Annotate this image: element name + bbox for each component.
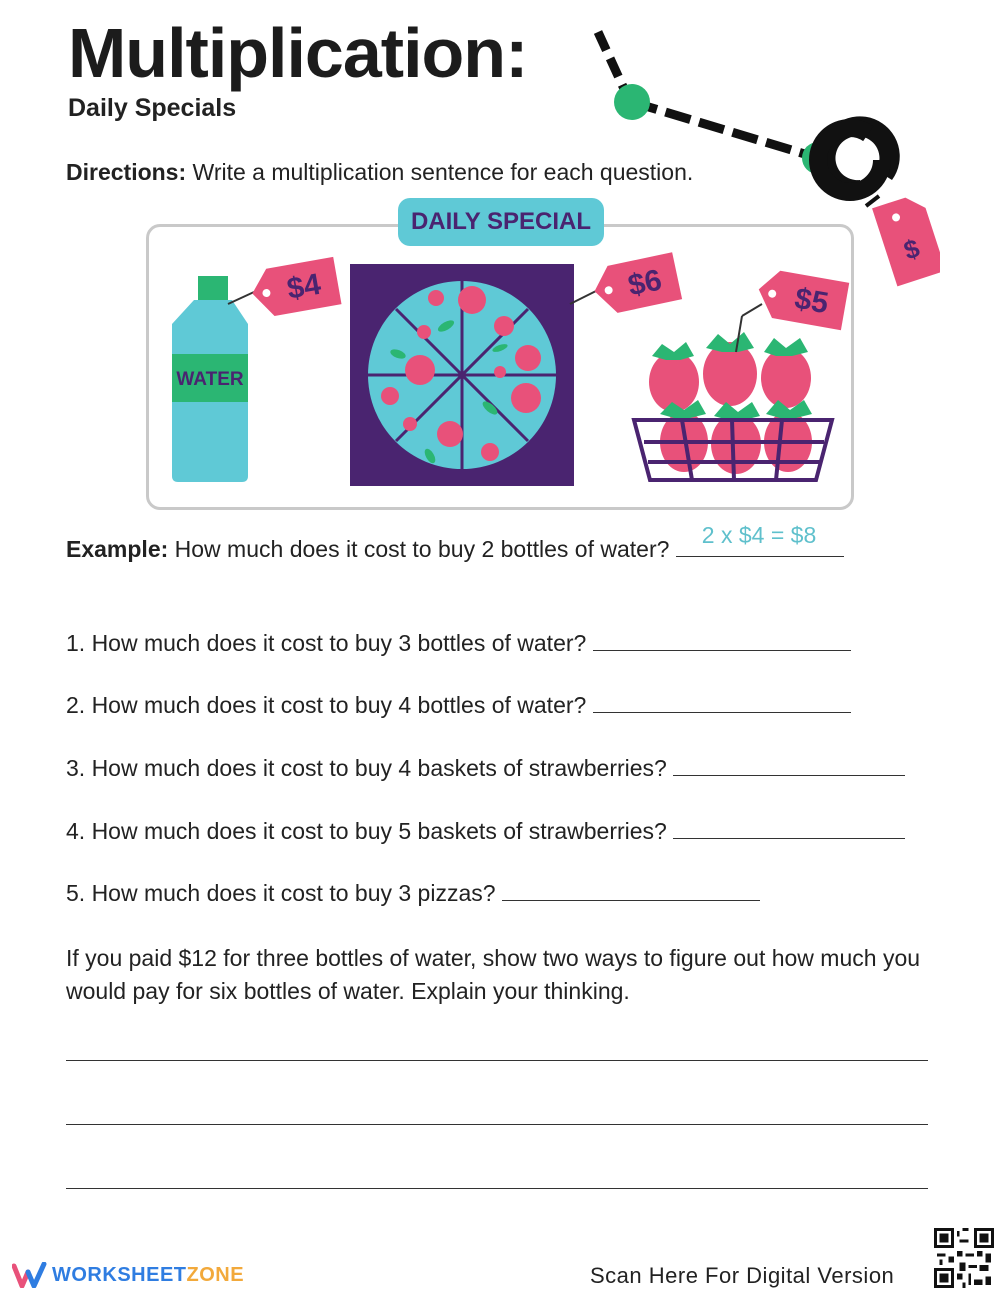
logo-text-accent: ZONE: [186, 1263, 245, 1286]
worksheet-zone-logo: [12, 1260, 244, 1290]
logo-w-icon: [12, 1262, 48, 1288]
price-tag-water: [220, 250, 350, 330]
answer-blank-5[interactable]: [502, 880, 760, 901]
question-1: [66, 630, 851, 657]
price-strawberries: $5: [792, 282, 831, 321]
qr-code-icon[interactable]: [934, 1228, 994, 1288]
scan-instruction: Scan Here For Digital Version: [590, 1263, 895, 1288]
question-2: [66, 692, 851, 719]
writing-line-3[interactable]: [66, 1188, 928, 1189]
pizza-illustration: [350, 264, 574, 486]
question-3-text: 3. How much does it cost to buy 4 baskets of strawberries?: [66, 755, 674, 781]
daily-special-banner: DAILY SPECIAL: [398, 198, 604, 246]
directions-text: Write a multiplication sentence for each question.: [186, 159, 694, 185]
question-5-text: 5. How much does it cost to buy 3 pizzas?: [66, 880, 502, 906]
page-title: Multiplication:: [68, 14, 528, 92]
answer-blank-1[interactable]: [593, 630, 851, 651]
logo-text-main: WORKSHEET: [52, 1263, 187, 1286]
example-answer: 2 x $4 = $8: [701, 522, 817, 548]
logo-text: [52, 1264, 244, 1287]
writing-line-1[interactable]: [66, 1060, 928, 1061]
price-pizza: $6: [625, 263, 665, 303]
question-4: [66, 818, 905, 845]
writing-line-2[interactable]: [66, 1124, 928, 1125]
answer-blank-4[interactable]: [673, 818, 905, 839]
question-5: [66, 880, 760, 907]
question-3: [66, 755, 905, 782]
directions-label: Directions:: [66, 159, 187, 185]
answer-blank-3[interactable]: [673, 755, 905, 776]
question-2-text: 2. How much does it cost to buy 4 bottles of water?: [66, 692, 593, 718]
hanging-tag-label: $: [900, 232, 924, 266]
price-tag-strawberries: [728, 262, 858, 354]
directions: [66, 159, 693, 186]
example-question-text: How much does it cost to buy 2 bottles of water?: [168, 536, 676, 562]
water-label: WATER: [176, 369, 244, 390]
open-response-prompt: If you paid $12 for three bottles of water, show two ways to figure out how much you would pay for six bottles of water. Explain your thinking.: [66, 945, 921, 1004]
answer-blank-2[interactable]: [593, 692, 851, 713]
question-4-text: 4. How much does it cost to buy 5 baskets of strawberries?: [66, 818, 674, 844]
price-tag-pizza: [568, 246, 688, 326]
page-subtitle: Daily Specials: [68, 94, 237, 122]
example-label: Example:: [66, 536, 169, 562]
question-1-text: 1. How much does it cost to buy 3 bottles of water?: [66, 630, 593, 656]
price-water: $4: [284, 267, 324, 307]
example-question: [66, 522, 844, 563]
example-answer-blank: [676, 522, 844, 557]
